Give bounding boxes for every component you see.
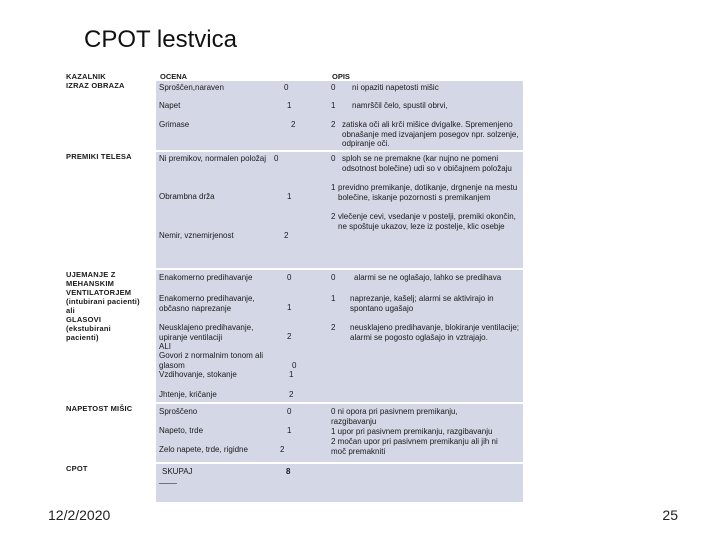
option-label: Vzdihovanje, stokanje <box>159 370 237 379</box>
description-number: 1 <box>331 101 336 110</box>
description-line: 1 upor pri pasivnem premikanju, razgibavanju <box>331 427 493 436</box>
indicator-label: (intubirani pacienti) <box>66 297 140 306</box>
indicator-label: CPOT <box>66 464 88 473</box>
sum-value: 8 <box>286 467 291 476</box>
description-line: 0 ni opora pri pasivnem premikanju, <box>331 407 458 416</box>
slide-title: CPOT lestvica <box>84 26 237 53</box>
indicator-label: GLASOVI <box>66 315 102 324</box>
score-cell-muscle <box>156 404 330 462</box>
option-score: 0 <box>284 83 289 92</box>
sum-line: ____ <box>159 475 177 484</box>
description-line: moč premakniti <box>331 447 386 456</box>
score-cell-body <box>156 152 330 268</box>
option-label: Grimase <box>159 120 190 129</box>
option-score: 1 <box>287 426 292 435</box>
description-number: 0 <box>331 154 336 163</box>
description-text: ni opaziti napetosti mišic <box>352 83 439 92</box>
description-text: zatiska oči ali krči mišice dvigalke. Spremenjeno obnašanje med izvajanjem posegov npr. solzenje, odpiranje oči. <box>342 120 519 148</box>
score-cell-ventilator <box>156 270 330 402</box>
description-cell-muscle <box>330 404 523 462</box>
option-score: 2 <box>287 332 292 341</box>
option-label: Neusklajeno predihavanje, upiranje ventilaciji <box>159 323 254 342</box>
option-score: 0 <box>287 273 292 282</box>
description-number: 2 <box>331 323 336 332</box>
option-label: Napet <box>159 101 181 110</box>
option-label: Sproščen,naraven <box>159 83 224 92</box>
score-cell-face <box>156 81 330 150</box>
description-number: 0 <box>331 83 336 92</box>
option-label: Ni premikov, normalen položaj <box>159 154 267 163</box>
option-score: 0 <box>292 361 297 370</box>
description-number: 2 <box>331 120 336 129</box>
description-text: sploh se ne premakne (kar nujno ne pomeni odsotnost bolečine) udi so v običajnem položaju <box>342 154 512 173</box>
option-score: 1 <box>287 303 292 312</box>
indicator-label: PREMIKI TELESA <box>66 152 132 161</box>
description-text: alarmi se ne oglašajo, lahko se predihava <box>354 273 502 282</box>
indicator-cell-muscle <box>66 404 156 462</box>
indicator-cell-ventilator <box>66 270 156 402</box>
sum-label: SKUPAJ <box>162 467 193 476</box>
description-cell-ventilator <box>330 270 523 402</box>
header-opis: OPIS <box>332 72 350 81</box>
option-score: 1 <box>287 192 292 201</box>
header-ocena: OCENA <box>160 72 188 81</box>
description-text: namrščil čelo, spustil obrvi, <box>352 101 448 110</box>
option-label: Sproščeno <box>159 407 198 416</box>
description-text: neusklajeno predihavanje, blokiranje ventilacije; alarmi se pogosto oglašajo in vztrajajo. <box>350 323 519 342</box>
description-cell-face <box>330 81 523 150</box>
option-label: Zelo napete, trde, rigidne <box>159 445 248 454</box>
option-label: Napeto, trde <box>159 426 204 435</box>
option-score: 1 <box>289 370 294 379</box>
option-label: Nemir, vznemirjenost <box>159 231 234 240</box>
description-cell-cpot <box>330 464 523 502</box>
description-line: razgibavanju <box>331 417 377 426</box>
indicator-label: pacienti) <box>66 333 99 342</box>
score-cell-cpot <box>156 464 330 502</box>
description-line: 2 močan upor pri pasivnem premikanju ali jih ni <box>331 437 498 446</box>
description-number: 2 <box>331 212 336 221</box>
option-score: 2 <box>291 120 296 129</box>
indicator-label: IZRAZ OBRAZA <box>66 81 125 90</box>
option-label: Jhtenje, kričanje <box>159 390 217 399</box>
indicator-label: UJEMANJE Z <box>66 270 116 279</box>
option-label: Govori z normalnim tonom ali glasom <box>159 351 264 370</box>
description-cell-body <box>330 152 523 268</box>
option-label: Enakomerno predihavanje, občasno naprezanje <box>159 294 255 313</box>
indicator-label: ali <box>66 306 75 315</box>
option-score: 2 <box>289 390 294 399</box>
description-text: vlečenje cevi, vsedanje v postelji, premiki okončin, ne spoštuje ukazov, leze iz postelje, klic osebje <box>338 212 516 231</box>
option-label: ALI <box>159 342 172 351</box>
option-label: Obrambna drža <box>159 192 215 201</box>
indicator-label: MEHANSKIM <box>66 279 115 288</box>
slide-page-number: 25 <box>662 507 678 523</box>
option-score: 0 <box>274 154 279 163</box>
indicator-label: (ekstubirani <box>66 324 111 333</box>
indicator-label: VENTILATORJEM <box>66 288 132 297</box>
option-score: 2 <box>284 231 289 240</box>
option-score: 2 <box>280 445 285 454</box>
indicator-label: KAZALNIK <box>66 72 106 81</box>
indicator-cell-face <box>66 72 156 150</box>
option-score: 1 <box>287 101 292 110</box>
description-number: 0 <box>331 273 336 282</box>
indicator-cell-body <box>66 152 156 268</box>
indicator-cell-cpot <box>66 464 156 502</box>
description-text: previdno premikanje, dotikanje, drgnenje na mestu bolečine, iskanje pozornosti s premikanjem <box>338 183 518 202</box>
indicator-label: NAPETOST MIŠIC <box>66 404 133 413</box>
description-number: 1 <box>331 183 336 192</box>
description-number: 1 <box>331 294 336 303</box>
option-label: Enakomerno predihavanje <box>159 273 253 282</box>
description-text: naprezanje, kašelj; alarmi se aktivirajo in spontano ugašajo <box>350 294 494 313</box>
slide-date: 12/2/2020 <box>48 507 111 523</box>
option-score: 0 <box>287 407 292 416</box>
